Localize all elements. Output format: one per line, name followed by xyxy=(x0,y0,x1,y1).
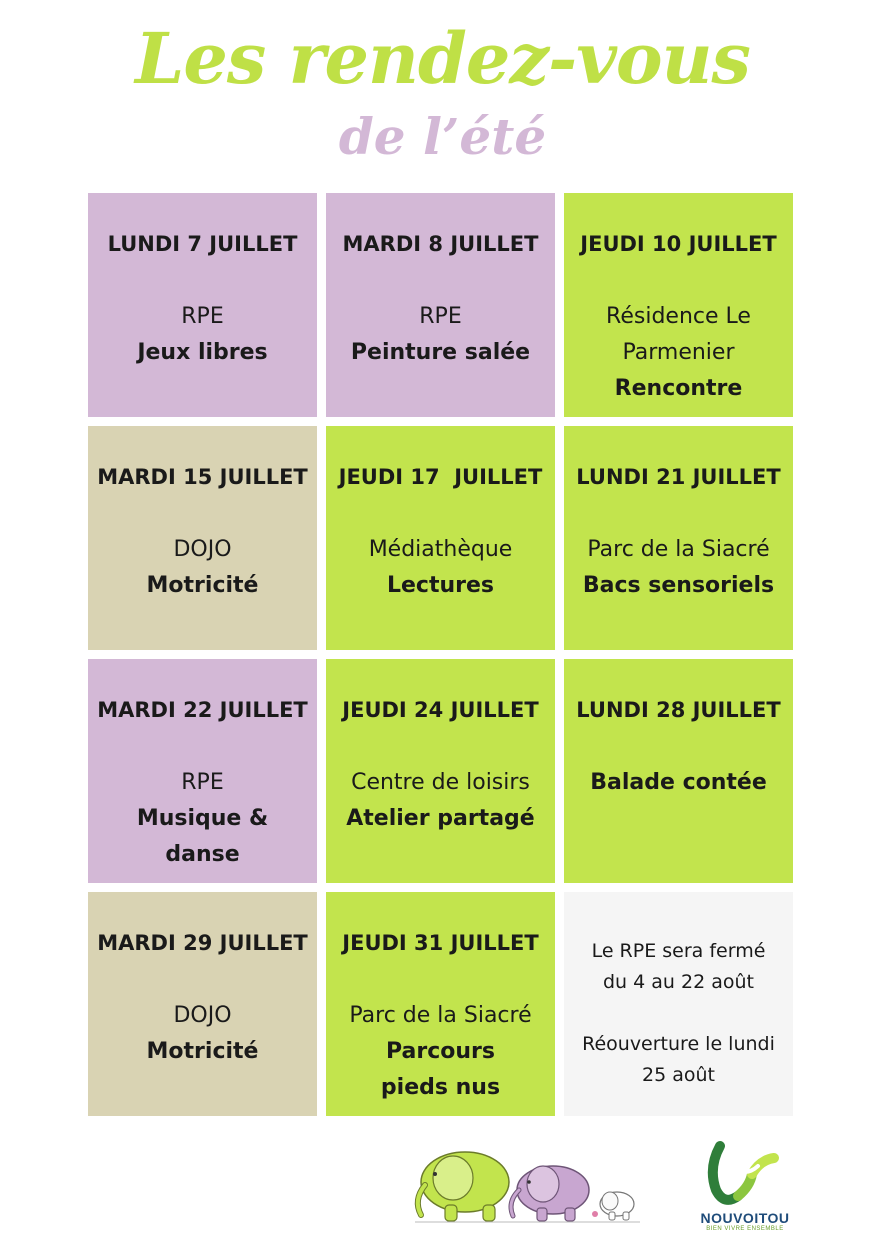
event-date: JEUDI 10 JUILLET xyxy=(580,232,777,256)
event-place: Parc de la Siacré xyxy=(587,537,770,562)
event-activity: Lectures xyxy=(386,573,495,598)
logo-mark-icon xyxy=(690,1138,800,1210)
event-date: LUNDI 7 JUILLET xyxy=(107,232,298,256)
event-date: MARDI 29 JUILLET xyxy=(97,931,308,955)
events-grid xyxy=(88,193,794,1116)
event-place: DOJO xyxy=(173,537,232,562)
event-activity: Parcours pieds nus xyxy=(380,1039,501,1100)
event-date: LUNDI 28 JUILLET xyxy=(576,698,781,722)
event-date: LUNDI 21 JUILLET xyxy=(576,465,781,489)
event-place: Médiathèque xyxy=(368,537,513,562)
event-activity: Balade contée xyxy=(590,770,767,795)
logo-name: NOUVOITOU xyxy=(700,1210,790,1226)
event-activity: Motricité xyxy=(146,1039,259,1064)
event-activity: Musique & danse xyxy=(136,806,269,867)
event-card xyxy=(88,659,317,883)
event-card xyxy=(88,193,317,417)
event-date: JEUDI 17 JUILLET xyxy=(338,465,543,489)
event-card xyxy=(564,193,793,417)
event-date: MARDI 15 JUILLET xyxy=(97,465,308,489)
event-date: JEUDI 24 JUILLET xyxy=(342,698,539,722)
logo-tagline: BIEN VIVRE ENSEMBLE xyxy=(706,1226,784,1232)
event-activity: Atelier partagé xyxy=(346,806,535,831)
event-card xyxy=(326,426,555,650)
event-card xyxy=(326,892,555,1116)
event-place: RPE xyxy=(419,304,462,329)
event-place: Parc de la Siacré xyxy=(349,1003,532,1028)
elephants-illustration xyxy=(405,1140,645,1225)
event-date: JEUDI 31 JUILLET xyxy=(342,931,539,955)
event-place: Résidence Le Parmenier xyxy=(606,304,751,365)
event-activity: Rencontre xyxy=(614,376,743,401)
event-date: MARDI 22 JUILLET xyxy=(97,698,308,722)
event-place: RPE xyxy=(181,770,224,795)
event-place: Centre de loisirs xyxy=(351,770,530,795)
event-card xyxy=(88,426,317,650)
page-title: Les rendez-vous xyxy=(135,17,750,100)
event-date: MARDI 8 JUILLET xyxy=(342,232,539,256)
event-activity: Jeux libres xyxy=(137,340,268,365)
event-card xyxy=(564,426,793,650)
event-place: DOJO xyxy=(173,1003,232,1028)
event-card xyxy=(564,659,793,883)
page-subtitle: de l’été xyxy=(338,107,547,166)
closure-text: Le RPE sera fermé du 4 au 22 août xyxy=(591,940,766,993)
event-activity: Bacs sensoriels xyxy=(582,573,775,598)
event-activity: Peinture salée xyxy=(350,340,531,365)
nouvoitou-logo xyxy=(690,1138,800,1238)
event-activity: Motricité xyxy=(146,573,259,598)
reopening-text: Réouverture le lundi 25 août xyxy=(582,1033,775,1086)
event-card xyxy=(326,193,555,417)
event-card xyxy=(88,892,317,1116)
closure-notice xyxy=(564,892,793,1116)
event-place: RPE xyxy=(181,304,224,329)
event-card xyxy=(326,659,555,883)
